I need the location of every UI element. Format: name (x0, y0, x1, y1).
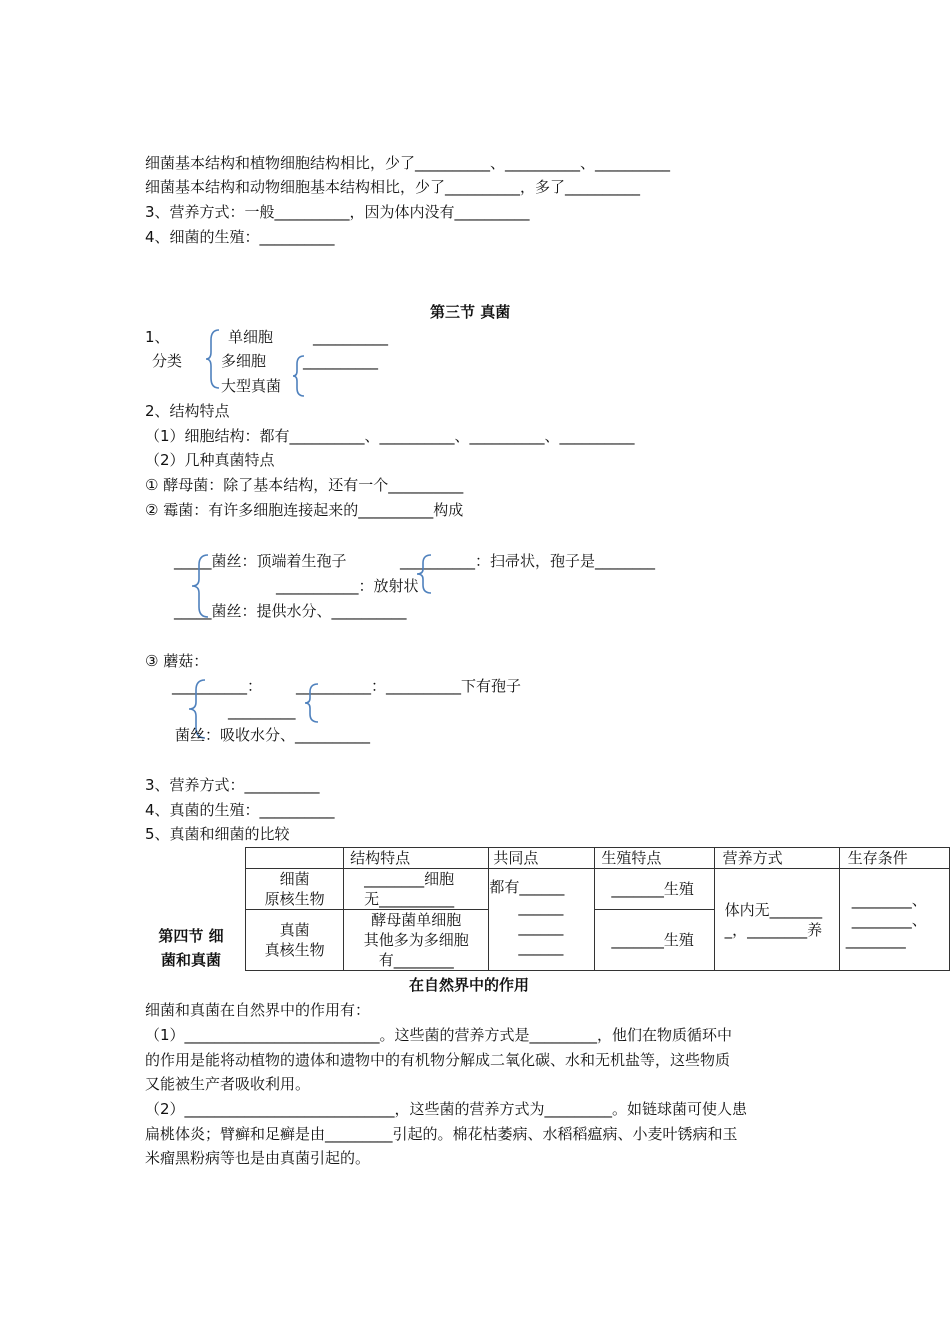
multi-cell-label: 多细胞 (221, 352, 267, 370)
text-line: 2、结构特点 (145, 402, 230, 420)
classification-label: 分类 (152, 352, 183, 370)
text-line: 3、营养方式：一般__________，因为体内没有__________ (145, 203, 530, 221)
text-line: 细菌基本结构和植物细胞结构相比，少了__________、__________、__________ (145, 154, 671, 172)
text-line: _____菌丝：提供水分、__________ (174, 602, 407, 620)
blank: __________ (313, 328, 388, 346)
text-line: __________：__________下有孢子 (296, 677, 522, 695)
big-fungi-label: 大型真菌 (221, 377, 282, 395)
text-line: （2）几种真菌特点 (145, 451, 275, 469)
table-header-cell: 共同点 (489, 848, 595, 869)
text-line: 又能被生产者吸收利用。 (145, 1075, 311, 1093)
section-title: 第四节 细 菌和真菌 (158, 927, 224, 969)
text-line: 的作用是能将动植物的遗体和遗物中的有机物分解成二氧化碳、水和无机盐等，这些物质 (145, 1051, 731, 1069)
text-line: __________：扫帚状，孢子是________ (400, 552, 656, 570)
curly-brace-icon (304, 682, 320, 724)
text-line: ③ 蘑菇： (145, 652, 209, 670)
comparison-table (245, 847, 950, 971)
text-line: 菌丝：吸收水分、__________ (175, 726, 371, 744)
text-line: （1）细胞结构：都有__________、__________、__________、__________ (145, 427, 635, 445)
text-line: （2）____________________________，这些菌的营养方式为_________。如链球菌可使人患 (145, 1100, 748, 1118)
text-line: 3、营养方式：__________ (145, 776, 320, 794)
table-cell: _______生殖 (595, 869, 714, 910)
text-line: ① 酵母菌：除了基本结构，还有一个__________ (145, 476, 464, 494)
text-line: ② 霉菌：有许多细胞连接起来的__________构成 (145, 501, 464, 519)
table-cell: ________细胞 无__________ (344, 869, 489, 910)
table-header-cell: 生殖特点 (595, 848, 714, 869)
text-line: 5、真菌和细菌的比较 (145, 825, 290, 843)
table-row-label: 真菌 真核生物 (246, 910, 344, 971)
text-line: 细菌和真菌在自然界中的作用有： (145, 1001, 371, 1019)
text-line: 米瘤黑粉病等也是由真菌引起的。 (145, 1149, 371, 1167)
table-cell: 都有______ ______ ______ ______ (489, 869, 595, 971)
table-cell: ________、 ________、 ________ (839, 869, 949, 971)
text-line: 4、细菌的生殖：__________ (145, 228, 335, 246)
table-cell: _______生殖 (595, 910, 714, 971)
text-line: _____菌丝：顶端着生孢子 (174, 552, 347, 570)
table-cell: 体内无_______ _，________养 (714, 869, 839, 971)
text-line: 细菌基本结构和动物细胞基本结构相比，少了__________，多了__________ (145, 178, 641, 196)
section-title: 第三节 真菌 (430, 303, 511, 321)
text-line: ___________：放射状 (276, 577, 419, 595)
text-line: 扁桃体炎；臂癣和足癣是由_________引起的。棉花枯萎病、水稻稻瘟病、小麦叶锈病和玉 (145, 1125, 738, 1143)
text-line: _________ (228, 702, 296, 720)
table-header-cell: 营养方式 (714, 848, 839, 869)
section-title: 在自然界中的作用 (409, 976, 530, 994)
item-number: 1、 (145, 328, 170, 346)
table-row-label: 细菌 原核生物 (246, 869, 344, 910)
table-cell: 酵母菌单细胞 其他多为多细胞 有________ (344, 910, 489, 971)
table-header-cell (246, 848, 344, 869)
text-line: （1）__________________________。这些菌的营养方式是_________，他们在物质循环中 (145, 1026, 733, 1044)
text-line: 4、真菌的生殖：__________ (145, 801, 335, 819)
table-header-cell: 生存条件 (839, 848, 949, 869)
table-header-cell: 结构特点 (344, 848, 489, 869)
text-line: __________： (172, 677, 263, 695)
blank: __________ (303, 352, 378, 370)
single-cell-label: 单细胞 (228, 328, 274, 346)
